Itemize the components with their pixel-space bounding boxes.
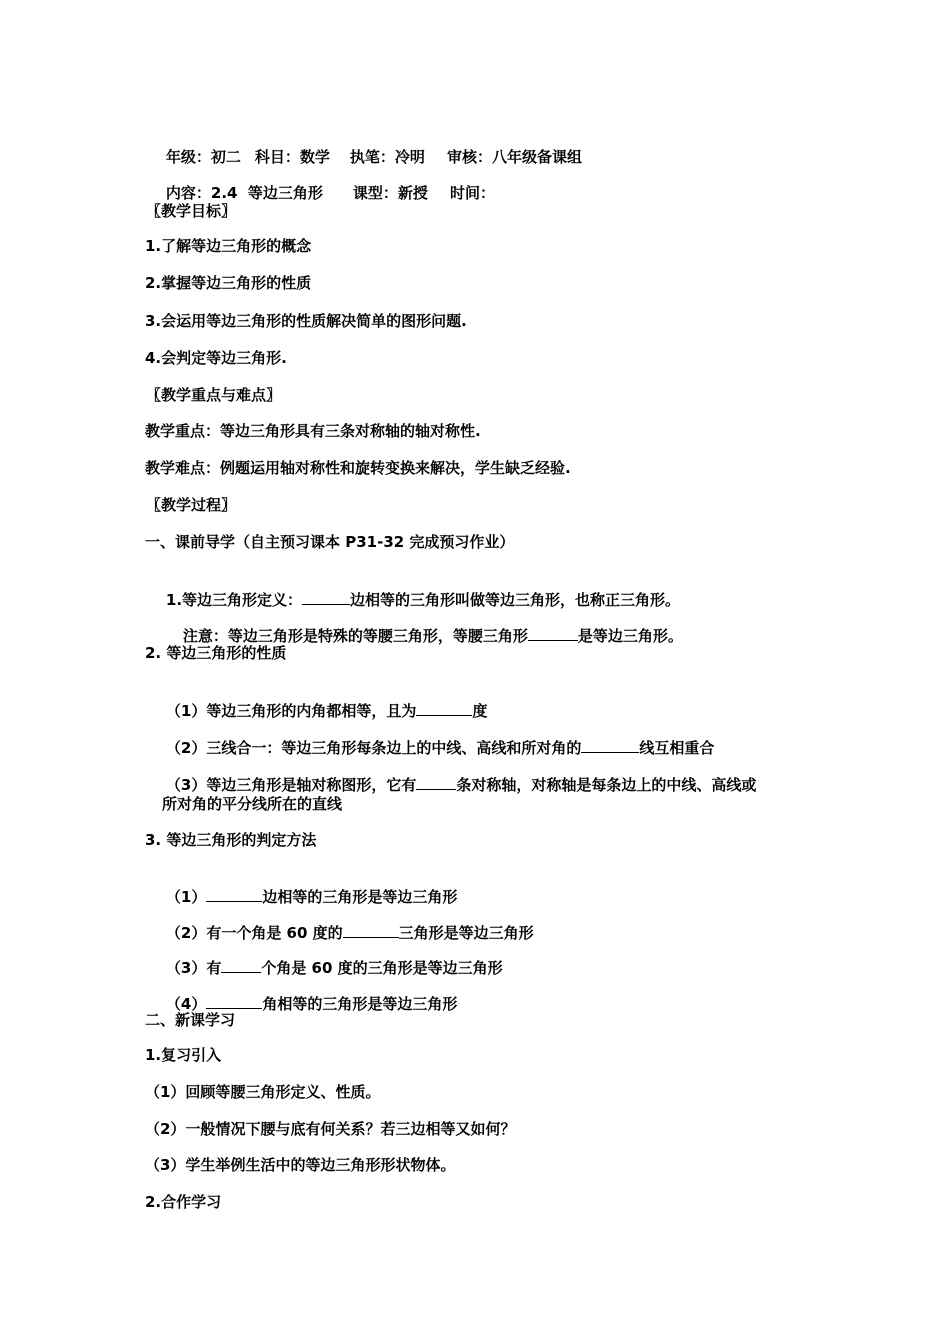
grade-label: 年级：初二: [165, 148, 241, 166]
property-3-prefix: （3）等边三角形是轴对称图形，它有: [165, 776, 417, 794]
teaching-difficulty: 教学难点：例题运用轴对称性和旋转变换来解决，学生缺乏经验.: [145, 459, 571, 477]
teaching-focus: 教学重点：等边三角形具有三条对称轴的轴对称性.: [145, 422, 481, 440]
note-blank[interactable]: [528, 625, 578, 641]
judgement-2-suffix: 三角形是等边三角形: [398, 924, 534, 942]
properties-heading: 2. 等边三角形的性质: [145, 644, 287, 662]
property-1-prefix: （1）等边三角形的内角都相等，且为: [165, 702, 417, 720]
goals-heading: 〖教学目标〗: [146, 202, 237, 220]
goal-item: 2.掌握等边三角形的性质: [145, 274, 312, 292]
definition-prefix: 1.等边三角形定义：: [165, 591, 303, 609]
goal-item: 4.会判定等边三角形.: [145, 349, 287, 367]
property-1-blank[interactable]: [416, 700, 472, 716]
section-2-heading: 二、新课学习: [145, 1011, 236, 1029]
judgement-heading: 3. 等边三角形的判定方法: [145, 831, 317, 849]
review-heading: 1.复习引入: [145, 1046, 222, 1064]
definition-blank[interactable]: [302, 589, 350, 605]
judgement-1-suffix: 边相等的三角形是等边三角形: [262, 888, 458, 906]
reviewer-label: 审核：八年级备课组: [446, 148, 582, 166]
definition-suffix: 边相等的三角形叫做等边三角形，也称正三角形。: [350, 591, 681, 609]
author-label: 执笔：冷明: [349, 148, 425, 166]
judgement-3-blank[interactable]: [221, 957, 261, 973]
lesson-type-label: 课型：新授: [352, 184, 428, 202]
review-item: （1）回顾等腰三角形定义、性质。: [145, 1083, 381, 1101]
process-heading: 〖教学过程〗: [146, 496, 237, 514]
review-item: （3）学生举例生活中的等边三角形形状物体。: [145, 1156, 456, 1174]
key-points-heading: 〖教学重点与难点〗: [146, 386, 282, 404]
judgement-4-blank[interactable]: [206, 993, 262, 1009]
cooperative-learning-heading: 2.合作学习: [145, 1193, 222, 1211]
property-2-prefix: （2）三线合一：等边三角形每条边上的中线、高线和所对角的: [165, 739, 582, 757]
judgement-3-prefix: （3）有: [165, 959, 222, 977]
review-item: （2）一般情况下腰与底有何关系？若三边相等又如何？: [145, 1120, 516, 1138]
content-label: 内容：2.4 等边三角形: [165, 184, 323, 202]
time-label: 时间：: [449, 184, 495, 202]
judgement-4-suffix: 角相等的三角形是等边三角形: [262, 995, 458, 1013]
property-3-continued: 所对角的平分线所在的直线: [162, 795, 343, 813]
judgement-2-blank[interactable]: [343, 922, 399, 938]
judgement-2-prefix: （2）有一个角是 60 度的: [165, 924, 343, 942]
property-2-blank[interactable]: [581, 737, 639, 753]
judgement-3-suffix: 个角是 60 度的三角形是等边三角形: [261, 959, 503, 977]
judgement-1-blank[interactable]: [206, 886, 262, 902]
section-1-heading: 一、课前导学（自主预习课本 P31-32 完成预习作业）: [145, 533, 515, 551]
property-3-suffix: 条对称轴，对称轴是每条边上的中线、高线或: [456, 776, 757, 794]
judgement-1-prefix: （1）: [165, 888, 207, 906]
goal-item: 3.会运用等边三角形的性质解决简单的图形问题.: [145, 312, 467, 330]
property-1-suffix: 度: [472, 702, 488, 720]
property-2-suffix: 线互相重合: [639, 739, 715, 757]
note-prefix: 注意：等边三角形是特殊的等腰三角形，等腰三角形: [182, 627, 528, 645]
property-3-blank[interactable]: [416, 774, 456, 790]
goal-item: 1.了解等边三角形的概念: [145, 237, 312, 255]
subject-label: 科目：数学: [254, 148, 330, 166]
judgement-4-prefix: （4）: [165, 995, 207, 1013]
note-suffix: 是等边三角形。: [577, 627, 683, 645]
